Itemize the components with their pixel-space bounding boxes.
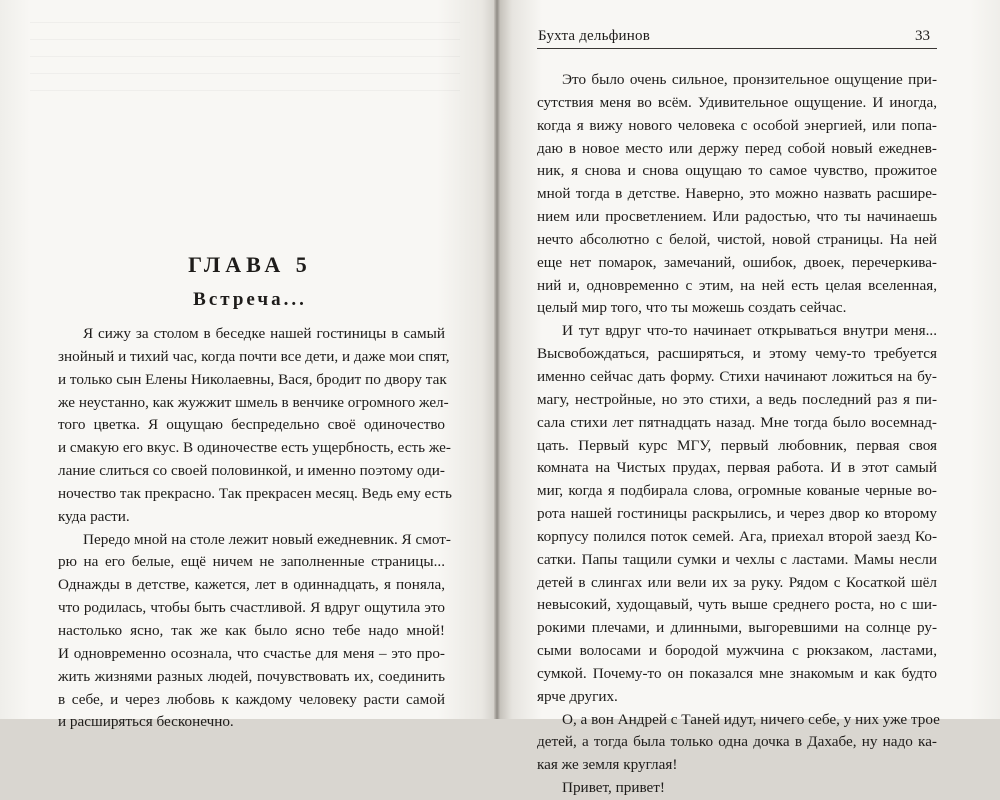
text-line: рокими плечами, и длинными, выгоревшими на солнце ру-	[537, 619, 937, 637]
text-line: И одновременно осознала, что счастье для меня – это про-	[58, 644, 445, 662]
text-line: сатки. Папы тащили сумки и чехлы с ластами. Мамы несли	[537, 550, 937, 568]
text-line: ний и, одновременно с этим, на ней есть целая вселенная,	[537, 276, 937, 294]
running-header-title: Бухта дельфинов	[538, 28, 650, 44]
text-line: комната на Чистых прудах, первая работа. И в этот самый	[537, 459, 937, 477]
text-line: настолько ясно, так же как было ясно тебе надо мной!	[58, 621, 445, 639]
book-gutter	[494, 0, 500, 719]
text-line: детей, а тогда была только одна дочка в Дахабе, ну надо ка-	[537, 733, 937, 751]
text-line: сала стихи лет пятнадцать назад. Мне тогда было восемнад-	[537, 413, 937, 431]
text-line: же неустанно, как жужжит шмель в венчике огромного жел-	[58, 393, 449, 411]
paragraph	[537, 709, 940, 778]
text-line: Высвобождаться, расширяться, и этому чему-то требуется	[537, 345, 937, 363]
text-line: целый мир того, что ты можешь создать сейчас.	[537, 299, 847, 317]
text-line: знойный и тихий час, когда почти все дети, и даже мои спят,	[58, 347, 450, 365]
text-line: Я сижу за столом в беседке нашей гостиницы в самый	[83, 325, 445, 342]
text-line: цать. Первый курс МГУ, первый любовник, первая своя	[537, 436, 937, 454]
text-line: магу, нестройные, но это стихи, а ведь последний раз я пи-	[537, 390, 937, 408]
text-line: сыми волосами и бородой мужчина с рюкзаком, ластами,	[537, 642, 937, 660]
text-line: мной тогда в детстве. Наверно, это можно назвать расшире-	[537, 185, 937, 203]
text-line: жить жизнями разных людей, почувствовать их, соединить	[58, 667, 445, 685]
header-rule	[537, 48, 937, 49]
text-line: Привет, привет!	[562, 779, 665, 797]
text-line: кая же земля круглая!	[537, 756, 678, 774]
text-line: корпусу полился поток семей. Ага, приехал второй заезд Ко-	[537, 527, 937, 545]
bleed-through-shadow	[30, 22, 460, 102]
text-line: сутствия меня во всём. Удивительное ощущение. И иногда,	[537, 93, 937, 111]
chapter-number: ГЛАВА 5	[188, 252, 312, 277]
text-line: того цветка. Я ощущаю беспредельно своё одиночество	[58, 416, 445, 434]
paragraph	[58, 323, 452, 529]
text-line: И тут вдруг что-то начинает открываться внутри меня...	[562, 322, 937, 340]
left-page-text	[58, 323, 452, 734]
text-line: Это было очень сильное, пронзительное ощущение при-	[562, 71, 937, 88]
text-line: именно сейчас дать форму. Стихи начинают ложиться на бу-	[537, 367, 937, 385]
right-page-text	[537, 69, 940, 800]
text-line: Передо мной на столе лежит новый ежедневник. Я смот-	[83, 530, 451, 548]
text-line: миг, когда я подбирала слова, огромные кованые черные во-	[537, 482, 937, 500]
text-line: невысокий, худощавый, чуть выше среднего роста, но с ши-	[537, 596, 937, 614]
page-number: 33	[915, 28, 930, 44]
text-line: рота нашей гостиницы раскрылись, и через двор ко второму	[537, 505, 937, 523]
text-line: Однажды в детстве, кажется, лет в одиннадцать, я поняла,	[58, 576, 445, 594]
text-line: даю в новое место или держу перед собой новый ежеднев-	[537, 139, 937, 157]
text-line: сумкой. Почему-то он показался мне знакомым и как будто	[537, 664, 937, 682]
text-line: рю на его белые, ещё ничем не заполненные страницы...	[58, 553, 445, 571]
left-page	[0, 0, 497, 731]
chapter-title: Встреча...	[193, 289, 307, 310]
text-line: ярче других.	[537, 687, 618, 705]
text-line: ник, я снова и снова ощущаю то самое чувство, прожитое	[537, 162, 937, 180]
text-line: что родилась, чтобы быть счастливой. Я вдруг ощутила это	[58, 599, 445, 617]
text-line: еще нет помарок, замечаний, ошибок, двоек, перечеркива-	[537, 253, 937, 271]
text-line: нечто абсолютно с белой, чистой, новой страницы. На ней	[537, 230, 937, 248]
text-line: лание слиться со своей половинкой, и именно поэтому оди-	[58, 462, 445, 480]
text-line: ночество так прекрасно. Так прекрасен месяц. Ведь ему есть	[58, 484, 452, 502]
paragraph	[537, 320, 937, 708]
text-line: в себе, и через любовь к каждому человеку расти самой	[58, 690, 445, 708]
paragraph	[537, 69, 937, 320]
text-line: и смакую его вкус. В одиночестве есть ущербность, есть же-	[58, 439, 451, 457]
text-line: О, а вон Андрей с Таней идут, ничего себе, у них уже трое	[562, 710, 940, 728]
paragraph	[58, 529, 451, 735]
text-line: и только сын Елены Николаевны, Вася, бродит по двору так	[58, 370, 447, 388]
text-line: детей в слингах или вели их за руку. Рядом с Косаткой шёл	[537, 573, 937, 591]
text-line: когда я вижу нового человека с особой энергией, или попа-	[537, 116, 937, 134]
paragraph	[537, 777, 937, 800]
text-line: куда расти.	[58, 507, 130, 525]
text-line: нием или просветлением. Или радостью, что ты начинаешь	[537, 208, 937, 226]
text-line: и расширяться бесконечно.	[58, 713, 234, 731]
